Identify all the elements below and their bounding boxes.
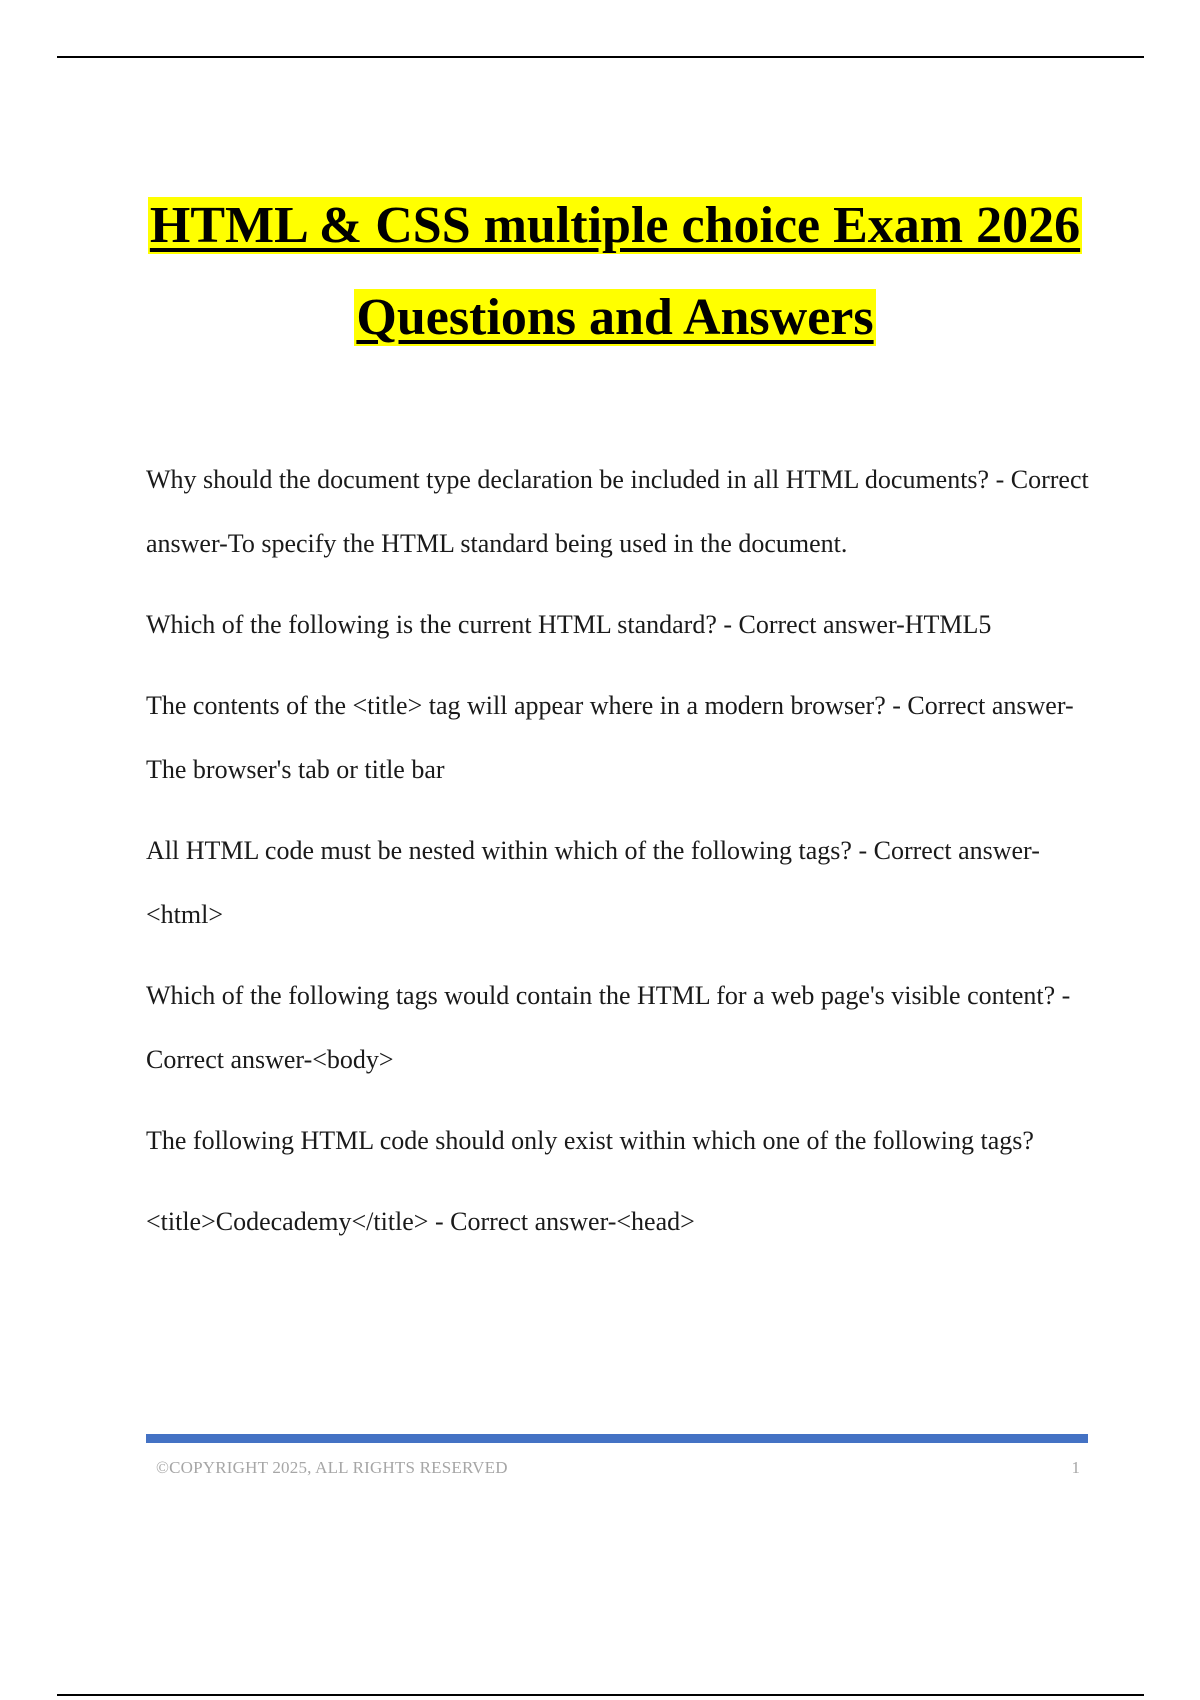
title-line-1: HTML & CSS multiple choice Exam 2026 <box>149 197 1081 254</box>
qa-item: <title>Codecademy</title> - Correct answer-<head> <box>146 1207 695 1236</box>
title-line-2: Questions and Answers <box>356 289 874 346</box>
qa-item: Why should the document type declaration be included in all HTML documents? - Correct answer-To specify the HTML standard being used in the document. <box>146 465 1089 558</box>
qa-item: Which of the following tags would contain the HTML for a web page's visible content? - Correct answer-<body> <box>146 981 1071 1074</box>
qa-item: Which of the following is the current HTML standard? - Correct answer-HTML5 <box>146 610 992 639</box>
page-number: 1 <box>1071 1458 1080 1477</box>
qa-item: The following HTML code should only exist within which one of the following tags? <box>146 1126 1034 1155</box>
qa-item: The contents of the <title> tag will appear where in a modern browser? - Correct answer-The browser's tab or title bar <box>146 691 1074 784</box>
footer-copyright: ©COPYRIGHT 2025, ALL RIGHTS RESERVED <box>156 1458 508 1477</box>
document-title <box>140 180 1090 364</box>
footer-bar <box>146 1434 1088 1443</box>
bottom-rule <box>57 1694 1144 1696</box>
qa-item: All HTML code must be nested within which of the following tags? - Correct answer-<html> <box>146 836 1040 929</box>
qa-list <box>146 448 1096 1271</box>
top-rule <box>57 56 1144 58</box>
